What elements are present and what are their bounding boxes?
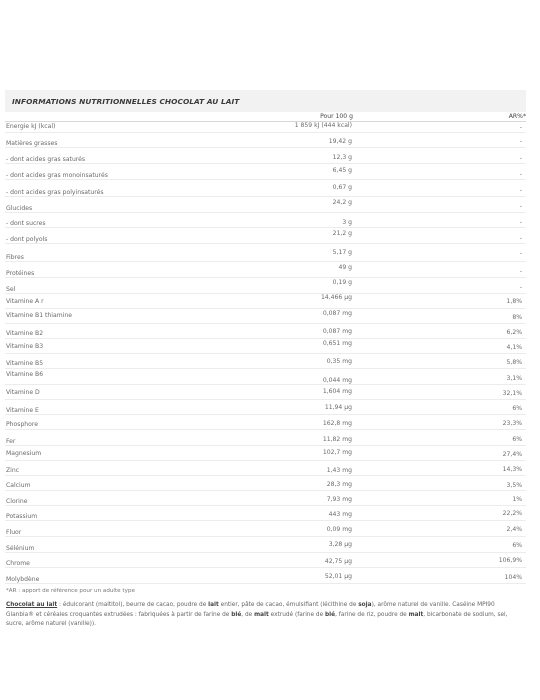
- nutrient-label-cell: [5, 537, 245, 553]
- nutrient-label-cell: [5, 446, 245, 461]
- nutrient-label: Vitamine B2: [6, 330, 44, 337]
- nutrient-ar-cell: [353, 294, 526, 309]
- table-row: [5, 400, 526, 415]
- table-row: [5, 262, 526, 278]
- nutrient-label: Vitamine A r: [6, 298, 44, 305]
- table-row: [5, 180, 526, 197]
- table-row: [5, 430, 526, 446]
- nutrient-value-cell: [245, 521, 353, 537]
- ingredient-highlight: lait: [208, 602, 219, 608]
- table-row: [5, 491, 526, 506]
- nutrient-label: Protéines: [6, 270, 35, 277]
- nutrient-value: 0,19 g: [332, 279, 352, 286]
- nutrient-label-cell: [5, 262, 245, 278]
- nutrient-label-cell: [5, 180, 245, 197]
- nutrient-value-cell: [245, 309, 353, 324]
- nutrient-label: - dont acides gras monoinsaturés: [6, 172, 108, 179]
- nutrient-value: 162,8 mg: [322, 420, 352, 427]
- nutrient-ar-cell: [353, 491, 526, 506]
- nutrient-value: 1,604 mg: [322, 388, 352, 395]
- table-row: [5, 521, 526, 537]
- nutrient-value-cell: [245, 278, 353, 294]
- nutrient-value: 49 g: [338, 264, 352, 271]
- nutrient-value: 0,087 mg: [322, 310, 352, 317]
- nutrient-ar-cell: [353, 430, 526, 446]
- nutrient-value-cell: [245, 164, 353, 180]
- nutrient-label: Vitamine B1 thiamine: [6, 312, 72, 319]
- table-row: [5, 244, 526, 262]
- nutrient-ar: 3,5%: [506, 482, 522, 489]
- ingredient-text: extrudé (farine de: [268, 611, 325, 618]
- nutrient-ar-cell: [353, 309, 526, 324]
- nutrient-ar-cell: [353, 197, 526, 213]
- nutrient-ar: 6%: [512, 405, 522, 412]
- ingredient-highlight: blé: [324, 611, 336, 618]
- table-row: [5, 213, 526, 228]
- nutrient-label-cell: [5, 244, 245, 262]
- nutrient-ar-cell: [353, 122, 526, 133]
- ingredient-text: , farine de riz, poudre de: [335, 611, 409, 618]
- table-row: [5, 568, 526, 584]
- nutrient-ar-cell: [353, 228, 526, 244]
- nutrient-label: Sel: [6, 286, 16, 293]
- table-row: [5, 197, 526, 213]
- table-row: [5, 122, 526, 133]
- nutrient-ar-cell: [353, 324, 526, 339]
- nutrient-label-cell: [5, 553, 245, 568]
- nutrient-ar: 5,8%: [506, 359, 522, 366]
- nutrient-value: 11,94 µg: [324, 404, 352, 411]
- nutrient-ar-cell: [353, 369, 526, 385]
- nutrient-label-cell: [5, 369, 245, 385]
- nutrient-label: - dont sucres: [6, 220, 46, 227]
- nutrient-label: Vitamine B3: [6, 343, 44, 350]
- table-row: [5, 415, 526, 430]
- nutrient-label: Chrome: [6, 560, 30, 567]
- nutrient-label: Vitamine D: [6, 389, 40, 396]
- nutrient-ar: 6%: [512, 436, 522, 443]
- nutrient-value: 102,7 mg: [322, 449, 352, 456]
- table-row: [5, 476, 526, 491]
- ingredient-highlight: soja: [358, 602, 372, 608]
- nutrient-ar: -: [519, 268, 522, 275]
- ingredients-paragraph: [5, 601, 524, 630]
- nutrient-ar: -: [519, 250, 522, 257]
- table-row: [5, 309, 526, 324]
- table-row: [5, 369, 526, 385]
- nutrient-ar: 4,1%: [506, 344, 522, 351]
- nutrient-ar: 1%: [512, 496, 522, 503]
- nutrient-value: 19,42 g: [328, 138, 352, 145]
- nutrient-ar-cell: [353, 476, 526, 491]
- nutrient-ar-cell: [353, 148, 526, 164]
- nutrient-label-cell: [5, 400, 245, 415]
- nutrient-value: 443 mg: [328, 511, 352, 518]
- table-row: [5, 385, 526, 400]
- nutrient-ar-cell: [353, 339, 526, 354]
- nutrient-label: Glucides: [6, 205, 33, 212]
- nutrient-label: Vitamine E: [6, 407, 39, 414]
- nutrient-ar: 2,4%: [506, 526, 522, 533]
- table-row: [5, 278, 526, 294]
- nutrient-value-cell: [245, 213, 353, 228]
- nutrient-value: 12,3 g: [332, 154, 352, 161]
- nutrient-value: 0,35 mg: [326, 358, 352, 365]
- nutrient-value-cell: [245, 476, 353, 491]
- nutrient-value-cell: [245, 197, 353, 213]
- nutrition-sheet: [5, 90, 526, 630]
- nutrient-ar: -: [519, 203, 522, 210]
- nutrient-value-cell: [245, 568, 353, 584]
- nutrient-value-cell: [245, 537, 353, 553]
- table-row: [5, 294, 526, 309]
- nutrient-value: 0,044 mg: [322, 377, 352, 384]
- nutrient-ar: 6,2%: [506, 329, 522, 336]
- nutrient-label-cell: [5, 354, 245, 369]
- ingredient-highlight: malt: [408, 611, 424, 618]
- nutrient-label: Potassium: [6, 513, 38, 520]
- nutrient-label: Fluor: [6, 529, 22, 536]
- nutrient-ar-cell: [353, 553, 526, 568]
- nutrient-value: 0,67 g: [332, 184, 352, 191]
- nutrient-value: 0,651 mg: [322, 340, 352, 347]
- nutrient-ar-cell: [353, 278, 526, 294]
- nutrient-label: Energie kJ (kcal): [6, 123, 56, 130]
- nutrient-label: Zinc: [6, 467, 20, 474]
- table-body: [5, 122, 526, 584]
- nutrient-value-cell: [245, 294, 353, 309]
- ingredient-text: entier, pâte de cacao, émulsifiant (lécithine de: [218, 602, 359, 608]
- nutrient-ar: 14,3%: [502, 466, 522, 473]
- nutrient-ar-cell: [353, 164, 526, 180]
- nutrient-value: 1 859 kJ (444 kcal): [294, 122, 352, 129]
- nutrient-label: Magnesium: [6, 450, 42, 457]
- nutrient-value: 6,45 g: [332, 167, 352, 174]
- nutrient-label-cell: [5, 568, 245, 584]
- table-row: [5, 324, 526, 339]
- nutrient-label: Phosphore: [6, 421, 39, 428]
- nutrient-value-cell: [245, 430, 353, 446]
- table-row: [5, 537, 526, 553]
- nutrient-value-cell: [245, 400, 353, 415]
- nutrient-ar: 8%: [512, 314, 522, 321]
- nutrient-value-cell: [245, 228, 353, 244]
- nutrient-ar: -: [519, 171, 522, 178]
- nutrient-label-cell: [5, 309, 245, 324]
- nutrient-label: - dont acides gras polyinsaturés: [6, 189, 104, 196]
- nutrient-ar-cell: [353, 537, 526, 553]
- nutrient-ar: -: [519, 138, 522, 145]
- nutrient-label-cell: [5, 491, 245, 506]
- nutrient-ar-cell: [353, 521, 526, 537]
- ingredient-highlight: Chocolat au lait: [6, 602, 58, 608]
- table-row: [5, 164, 526, 180]
- nutrient-value-cell: [245, 122, 353, 133]
- nutrient-ar: -: [519, 219, 522, 226]
- nutrient-value: 0,087 mg: [322, 328, 352, 335]
- footnote: *AR : apport de référence pour un adulte type: [6, 588, 135, 594]
- nutrient-ar: 32,1%: [502, 390, 522, 397]
- nutrient-label: Matières grasses: [6, 140, 58, 147]
- nutrient-label-cell: [5, 148, 245, 164]
- nutrient-ar: 6%: [512, 542, 522, 549]
- nutrient-value-cell: [245, 461, 353, 476]
- nutrient-label: Vitamine B5: [6, 360, 44, 367]
- nutrient-label: Molybdène: [6, 576, 40, 583]
- ingredient-text: , bicarbonate de sodium, sel, sucre, arôme naturel (vanille)).: [6, 611, 508, 627]
- nutrient-label-cell: [5, 213, 245, 228]
- nutrient-value-cell: [245, 262, 353, 278]
- nutrient-ar-cell: [353, 354, 526, 369]
- nutrient-value: 42,75 µg: [324, 558, 352, 565]
- nutrient-value-cell: [245, 369, 353, 385]
- ingredient-text: : édulcorant (maltitol), beurre de cacao, poudre de: [57, 602, 209, 608]
- table-title: INFORMATIONS NUTRITIONNELLES CHOCOLAT AU LAIT: [5, 90, 526, 112]
- table-header-row: [5, 112, 526, 122]
- nutrient-value-cell: [245, 324, 353, 339]
- ingredient-text: , de: [241, 611, 255, 618]
- table-row: [5, 339, 526, 354]
- nutrient-label: - dont polyols: [6, 236, 48, 243]
- nutrient-value-cell: [245, 133, 353, 148]
- nutrient-label-cell: [5, 164, 245, 180]
- nutrient-value-cell: [245, 491, 353, 506]
- nutrient-value-cell: [245, 385, 353, 400]
- nutrient-ar-cell: [353, 213, 526, 228]
- nutrient-value-cell: [245, 415, 353, 430]
- header-empty: [5, 112, 245, 122]
- table-row: [5, 148, 526, 164]
- nutrient-ar-cell: [353, 244, 526, 262]
- nutrient-ar-cell: [353, 568, 526, 584]
- nutrient-value: 52,01 µg: [324, 573, 352, 580]
- nutrient-value: 11,82 mg: [322, 436, 352, 443]
- nutrient-value-cell: [245, 148, 353, 164]
- nutrient-ar-cell: [353, 446, 526, 461]
- nutrient-ar: -: [519, 155, 522, 162]
- nutrient-ar: -: [519, 235, 522, 242]
- nutrient-value-cell: [245, 506, 353, 521]
- nutrient-ar: 104%: [504, 574, 522, 581]
- nutrient-label-cell: [5, 228, 245, 244]
- nutrient-value: 5,17 g: [332, 249, 352, 256]
- nutrient-label: Fibres: [6, 254, 24, 261]
- nutrient-value: 3,28 µg: [328, 541, 352, 548]
- nutrition-table: [5, 112, 526, 584]
- ingredient-text: ), arôme naturel de vanille. Caséine MPI90 Glanbia® et céréales croquantes extrudées : fabriquées à partir de farine de: [6, 602, 495, 618]
- nutrient-ar-cell: [353, 506, 526, 521]
- nutrient-ar: 22,2%: [502, 510, 522, 517]
- ingredient-highlight: malt: [254, 611, 269, 618]
- table-row: [5, 461, 526, 476]
- table-row: [5, 506, 526, 521]
- nutrient-label-cell: [5, 197, 245, 213]
- table-row: [5, 354, 526, 369]
- table-row: [5, 553, 526, 568]
- nutrient-value-cell: [245, 180, 353, 197]
- nutrient-label-cell: [5, 385, 245, 400]
- nutrient-label-cell: [5, 415, 245, 430]
- nutrient-label: Clorine: [6, 498, 28, 505]
- nutrient-ar-cell: [353, 133, 526, 148]
- nutrient-ar: 1,8%: [506, 298, 522, 305]
- nutrient-ar: -: [519, 124, 522, 131]
- nutrient-value: 7,93 mg: [326, 496, 352, 503]
- nutrient-ar: 3,1%: [506, 375, 522, 382]
- nutrient-label-cell: [5, 521, 245, 537]
- nutrient-ar-cell: [353, 415, 526, 430]
- nutrient-value: 28,3 mg: [326, 481, 352, 488]
- table-row: [5, 228, 526, 244]
- nutrient-label-cell: [5, 506, 245, 521]
- nutrient-value: 0,09 mg: [326, 526, 352, 533]
- nutrient-label: Fer: [6, 438, 16, 445]
- nutrient-value-cell: [245, 553, 353, 568]
- nutrient-label-cell: [5, 133, 245, 148]
- nutrient-value-cell: [245, 339, 353, 354]
- nutrient-label: Sélénium: [6, 545, 35, 552]
- nutrient-value: 1,43 mg: [326, 467, 352, 474]
- column-header-ar: AR%*: [353, 112, 526, 122]
- nutrient-value-cell: [245, 244, 353, 262]
- table-row: [5, 446, 526, 461]
- nutrient-ar-cell: [353, 461, 526, 476]
- nutrient-ar-cell: [353, 262, 526, 278]
- ingredient-highlight: blé: [231, 611, 242, 618]
- nutrient-label-cell: [5, 339, 245, 354]
- nutrient-label-cell: [5, 278, 245, 294]
- nutrient-ar: -: [519, 284, 522, 291]
- nutrient-value: 14,466 µg: [320, 294, 352, 301]
- nutrient-ar: 27,4%: [502, 451, 522, 458]
- nutrient-label-cell: [5, 294, 245, 309]
- nutrient-ar-cell: [353, 400, 526, 415]
- nutrient-label-cell: [5, 324, 245, 339]
- nutrient-label-cell: [5, 430, 245, 446]
- nutrient-label-cell: [5, 122, 245, 133]
- nutrient-ar-cell: [353, 385, 526, 400]
- nutrient-ar: -: [519, 187, 522, 194]
- nutrient-value-cell: [245, 354, 353, 369]
- nutrient-value: 24,2 g: [332, 199, 352, 206]
- nutrient-label: - dont acides gras saturés: [6, 156, 86, 163]
- nutrient-value: 3 g: [342, 219, 352, 226]
- nutrient-ar: 106,9%: [498, 557, 522, 564]
- column-header-per100: Pour 100 g: [245, 112, 353, 122]
- nutrient-ar-cell: [353, 180, 526, 197]
- nutrient-label-cell: [5, 476, 245, 491]
- table-row: [5, 133, 526, 148]
- nutrient-label: Calcium: [6, 482, 31, 489]
- nutrient-value-cell: [245, 446, 353, 461]
- nutrient-ar: 23,3%: [502, 420, 522, 427]
- nutrient-label-cell: [5, 461, 245, 476]
- nutrient-label: Vitamine B6: [6, 371, 44, 378]
- nutrient-value: 21,2 g: [332, 230, 352, 237]
